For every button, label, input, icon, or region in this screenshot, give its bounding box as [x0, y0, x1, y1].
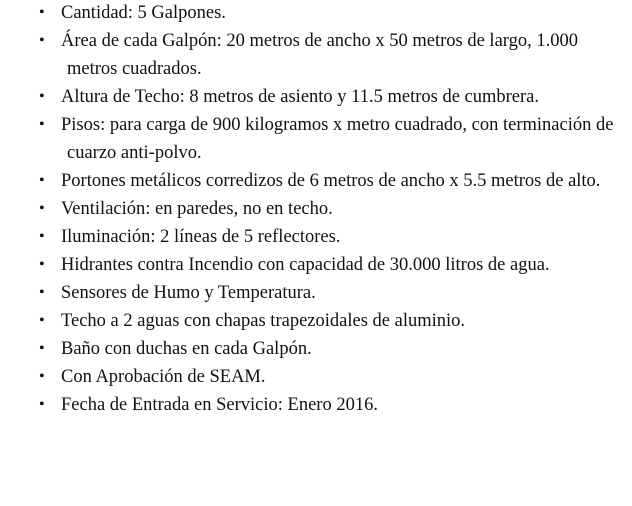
list-item-text: Altura de Techo: 8 metros de asiento y 11.5 metros de cumbrera.	[61, 87, 540, 107]
list-item-text: Baño con duchas en cada Galpón.	[61, 339, 312, 359]
list-item-text: Área de cada Galpón: 20 metros de ancho x 50 metros de largo, 1.000 metros cuadrados.	[61, 31, 578, 79]
bullet-icon: •	[39, 340, 45, 357]
bullet-icon: •	[39, 32, 45, 49]
list-item-text: Sensores de Humo y Temperatura.	[61, 283, 316, 303]
list-item-text: Iluminación: 2 líneas de 5 reflectores.	[61, 227, 341, 247]
bullet-icon: •	[39, 116, 45, 133]
list-item	[0, 279, 632, 307]
bullet-icon: •	[39, 88, 45, 105]
list-item	[0, 111, 632, 167]
list-item-text: Portones metálicos corredizos de 6 metros de ancho x 5.5 metros de alto.	[61, 171, 601, 191]
list-item-text: Ventilación: en paredes, no en techo.	[61, 199, 333, 219]
list-item	[0, 83, 632, 111]
bullet-icon: •	[39, 228, 45, 245]
list-item-text: Con Aprobación de SEAM.	[61, 367, 266, 387]
list-item-text: Fecha de Entrada en Servicio: Enero 2016.	[61, 395, 378, 415]
list-item	[0, 391, 632, 419]
bullet-icon: •	[39, 284, 45, 301]
list-item-text: Pisos: para carga de 900 kilogramos x metro cuadrado, con terminación de cuarzo anti-polvo.	[61, 115, 614, 163]
list-item	[0, 195, 632, 223]
list-item	[0, 0, 632, 27]
bullet-icon: •	[39, 4, 45, 21]
bullet-icon: •	[39, 200, 45, 217]
bullet-icon: •	[39, 396, 45, 413]
list-item-text: Hidrantes contra Incendio con capacidad de 30.000 litros de agua.	[61, 255, 550, 275]
bullet-icon: •	[39, 172, 45, 189]
list-item	[0, 27, 632, 83]
list-item	[0, 363, 632, 391]
list-item	[0, 167, 632, 195]
list-item-text: Cantidad: 5 Galpones.	[61, 3, 226, 23]
list-item	[0, 307, 632, 335]
bullet-icon: •	[39, 312, 45, 329]
bullet-icon: •	[39, 368, 45, 385]
list-item	[0, 335, 632, 363]
list-item-text: Techo a 2 aguas con chapas trapezoidales de aluminio.	[61, 311, 466, 331]
list-item	[0, 251, 632, 279]
bullet-icon: •	[39, 256, 45, 273]
list-item	[0, 223, 632, 251]
